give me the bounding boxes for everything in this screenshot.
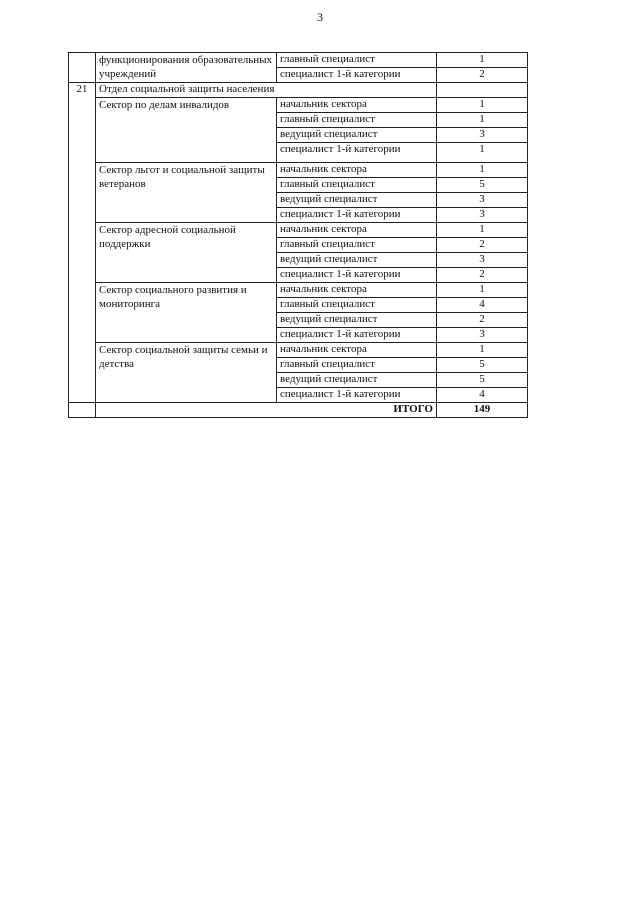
count-cell: 3 [437,193,528,208]
total-value: 149 [437,403,528,418]
count-cell: 3 [437,208,528,223]
position-cell: начальник сектора [277,98,437,113]
table-row [69,98,528,113]
count-cell: 5 [437,373,528,388]
position-cell: специалист 1-й категории [277,208,437,223]
count-cell: 5 [437,358,528,373]
table-row [69,163,528,178]
section-number: 21 [69,83,96,403]
count-cell: 3 [437,328,528,343]
count-cell: 1 [437,283,528,298]
count-cell: 5 [437,178,528,193]
count-cell: 1 [437,163,528,178]
row-number-cell [69,403,96,418]
count-cell: 1 [437,113,528,128]
count-cell [437,83,528,98]
section-row [69,83,528,98]
position-cell: специалист 1-й категории [277,388,437,403]
count-cell: 2 [437,313,528,328]
staffing-table [68,52,528,418]
count-cell: 1 [437,343,528,358]
count-cell: 1 [437,98,528,113]
count-cell: 4 [437,298,528,313]
count-cell: 3 [437,128,528,143]
position-cell: главный специалист [277,53,437,68]
position-cell: главный специалист [277,298,437,313]
position-cell: специалист 1-й категории [277,143,437,163]
page-number: 3 [317,10,323,24]
position-cell: специалист 1-й категории [277,68,437,83]
sector-name: Сектор социального развития и мониторинга [96,283,277,343]
position-cell: специалист 1-й категории [277,328,437,343]
position-cell: главный специалист [277,178,437,193]
table-row [69,53,528,68]
count-cell: 1 [437,53,528,68]
sector-name: Сектор по делам инвалидов [96,98,277,163]
total-label: ИТОГО [96,403,437,418]
count-cell: 4 [437,388,528,403]
position-cell: главный специалист [277,113,437,128]
position-cell: ведущий специалист [277,193,437,208]
count-cell: 2 [437,68,528,83]
total-row [69,403,528,418]
position-cell: ведущий специалист [277,253,437,268]
count-cell: 2 [437,238,528,253]
count-cell: 1 [437,223,528,238]
row-number-cell [69,53,96,83]
position-cell: специалист 1-й категории [277,268,437,283]
position-cell: начальник сектора [277,223,437,238]
count-cell: 3 [437,253,528,268]
table-row [69,283,528,298]
position-cell: начальник сектора [277,283,437,298]
position-cell: ведущий специалист [277,128,437,143]
count-cell: 2 [437,268,528,283]
position-cell: главный специалист [277,358,437,373]
position-cell: ведущий специалист [277,313,437,328]
sector-name: Сектор социальной защиты семьи и детства [96,343,277,403]
sector-name: Сектор льгот и социальной защиты ветеранов [96,163,277,223]
position-cell: ведущий специалист [277,373,437,388]
table-row [69,223,528,238]
position-cell: начальник сектора [277,163,437,178]
sector-name: Сектор адресной социальной поддержки [96,223,277,283]
position-cell: главный специалист [277,238,437,253]
count-cell: 1 [437,143,528,163]
position-cell: начальник сектора [277,343,437,358]
table-row [69,343,528,358]
department-cell: функционирования образовательных учреждений [96,53,277,83]
section-title: Отдел социальной защиты населения [96,83,437,98]
